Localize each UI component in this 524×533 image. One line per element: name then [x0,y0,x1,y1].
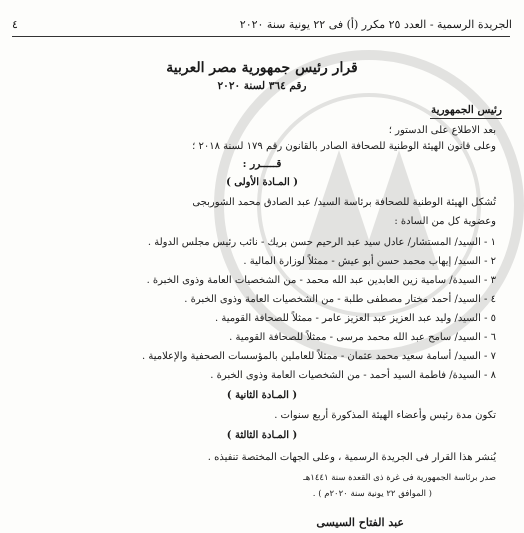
decree-number: رقم ٣٦٤ لسنة ٢٠٢٠ [217,80,307,92]
heading-underline [430,118,502,119]
issued-gregorian: ( الموافق ٢٢ يونية سنة ٢٠٢٠م ) . [312,489,432,499]
decided-heading: قـــــرر : [242,158,282,170]
president-heading: رئيس الجمهورية [430,104,502,116]
decree-title: قرار رئيس جمهورية مصر العربية [166,60,358,76]
member-item: ٧ - السيد/ أسامة سعيد محمد عثمان - ممثلاً للعاملين بالمؤسسات الصحفية والإعلامية . [141,351,496,362]
member-item: ٦ - السيد/ سامح عبد الله محمد مرسى - ممثلاً للصحافة القومية . [229,332,496,343]
article-2-text: تكون مدة رئيس وأعضاء الهيئة المذكورة أربع سنوات . [274,410,496,421]
member-item: ٣ - السيدة/ سامية زين العابدين عبد الله محمد - من الشخصيات العامة وذوى الخبرة . [146,275,496,286]
article-1-heading: ( المـادة الأولى ) [226,177,298,188]
preamble-line: وعلى قانون الهيئة الوطنية للصحافة الصادر بالقانون رقم ١٧٩ لسنة ٢٠١٨ ؛ [192,141,496,152]
member-item: ٥ - السيد/ وليد عبد العزيز عبد العزيز عامر - ممثلاً للصحافة القومية . [214,313,496,324]
member-item: ٨ - السيدة/ فاطمة السيد أحمد - من الشخصيات العامة وذوى الخبرة . [210,370,496,381]
gazette-header-text: الجريدة الرسمية - العدد ٢٥ مكرر (أ) فى ٢٢ يونية سنة ٢٠٢٠ [239,18,512,31]
preamble-line: بعد الاطلاع على الدستور ؛ [388,125,496,136]
member-item: ١ - السيد/ المستشار/ عادل سيد عبد الرحيم حسن بريك - نائب رئيس مجلس الدولة . [147,237,496,248]
membership-intro: وعضوية كل من السادة : [394,216,496,227]
member-item: ٢ - السيد/ إيهاب محمد حسن أبو عيش - ممثلاً لوزارة المالية . [243,256,496,267]
page-number: ٤ [12,18,18,31]
signature: عبد الفتاح السيسى [316,516,404,529]
issued-hijri: صدر برئاسة الجمهورية فى غرة ذى القعدة سنة ١٤٤١هـ [303,473,496,483]
article-3-text: يُنشر هذا القرار فى الجريدة الرسمية ، وعلى الجهات المختصة تنفيذه . [207,452,496,463]
header-divider [12,36,510,37]
article-1-text: تُشكل الهيئة الوطنية للصحافة برئاسة السيد/ عبد الصادق محمد الشوربجى [192,197,496,208]
member-item: ٤ - السيد/ أحمد مختار مصطفى طلبة - من الشخصيات العامة وذوى الخبرة . [184,294,496,305]
article-2-heading: ( المـادة الثانية ) [226,390,298,401]
article-3-heading: ( المـادة الثالثة ) [226,430,298,441]
